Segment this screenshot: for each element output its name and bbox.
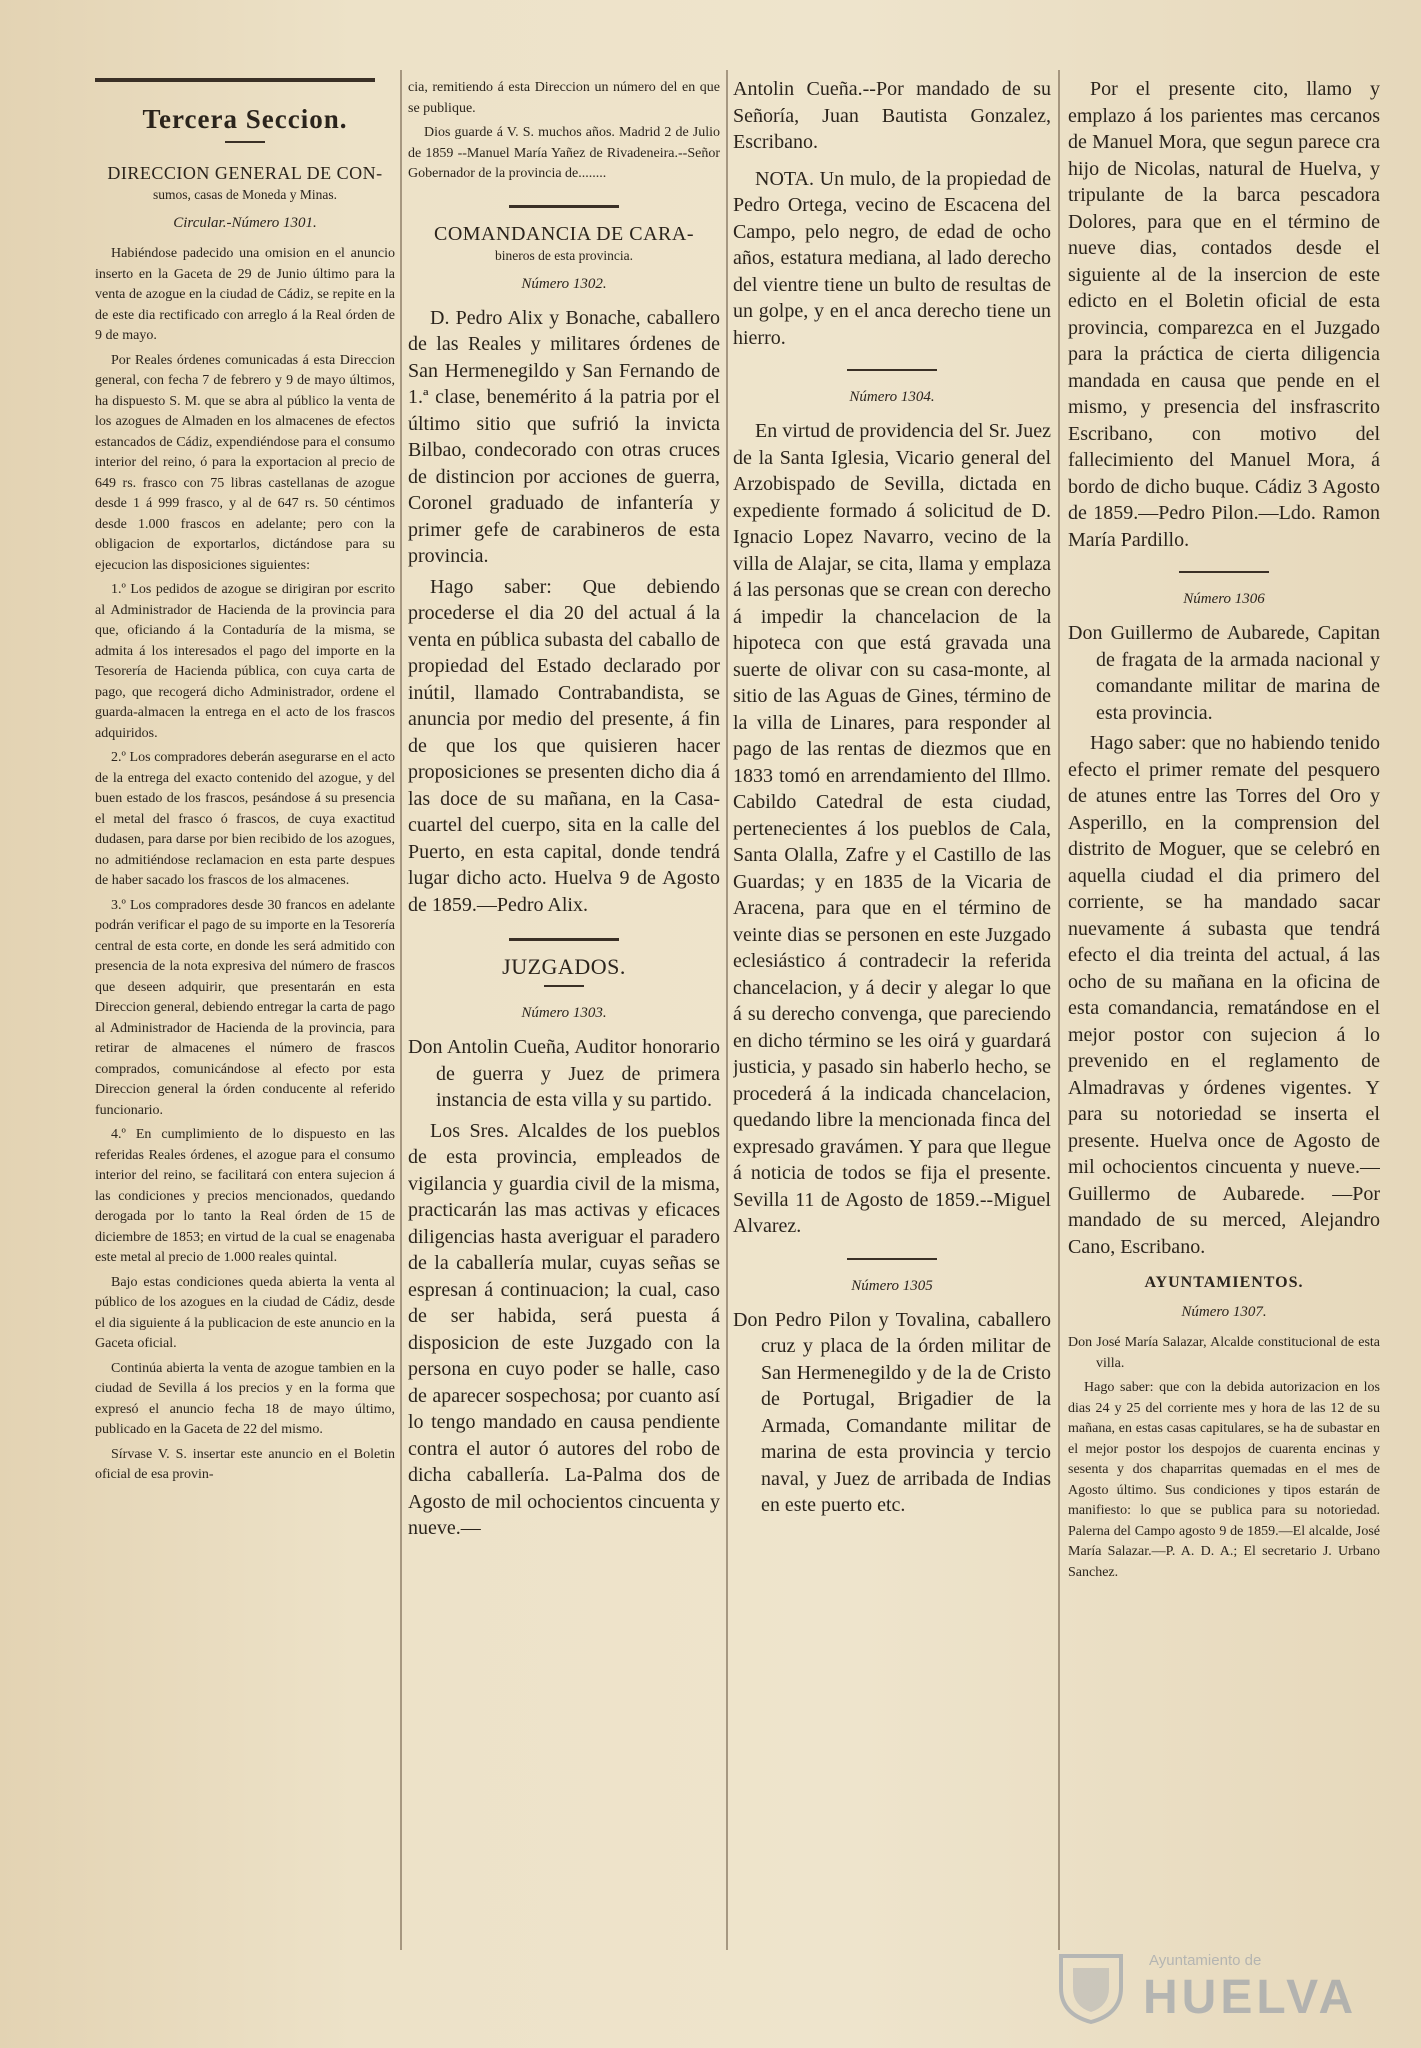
paragraph: Continúa abierta la venta de azogue tambien en la ciudad de Sevilla á los precios y en la forma que expresó el anuncio fecha 18 de mayo último, publicado en la Gaceta de 22 del mismo. bbox=[95, 1360, 395, 1437]
notice-number: Número 1303. bbox=[521, 1005, 607, 1021]
column-divider bbox=[400, 70, 402, 1950]
divider bbox=[847, 369, 937, 371]
heading-direccion: DIRECCION GENERAL DE CON- bbox=[107, 163, 383, 183]
paragraph: Don Pedro Pilon y Tovalina, caballero cruz y placa de la órden militar de San Hermenegildo y de la de Cristo de Portugal, Brigadier de la Armada, Comandante militar de marina de esta provincia y tercio naval, y Juez de arribada de Indias en este puerto etc. bbox=[733, 1308, 1051, 1516]
heading-direccion-sub: sumos, casas de Moneda y Minas. bbox=[152, 187, 338, 202]
paragraph: 2.º Los compradores deberán asegurarse en el acto de la entrega del exacto contenido del azogue, y del buen estado de los frascos, pesándose á su presencia el metal del frasco ó frascos, de cuya exactitud dudasen, para darse por bien recibido de los azogues, no admitiéndose reclamacion en esta parte despues de haber sacado los frascos de los almacenes. bbox=[95, 750, 395, 888]
paragraph: Dios guarde á V. S. muchos años. Madrid 2 de Julio de 1859 --Manuel María Yañez de Rivadeneira.--Señor Gobernador de la provincia de........ bbox=[408, 125, 720, 181]
paragraph: Antolin Cueña.--Por mandado de su Señoría, Juan Bautista Gonzalez, Escribano. bbox=[733, 78, 1051, 153]
paragraph: Don José María Salazar, Alcalde constitucional de esta villa. bbox=[1068, 1335, 1380, 1371]
heading-ayuntamientos: AYUNTAMIENTOS. bbox=[1144, 1274, 1304, 1291]
paragraph: Hago saber: que no habiendo tenido efecto el primer remate del pesquero de atunes entre las Torres del Oro y Asperillo, en la comprension del distrito de Moguer, que se celebró en aquella ciudad el dia primero del corriente, se ha mandado sacar nuevamente á subasta que tendrá efecto el dia treinta del actual, á las ocho de su mañana en la oficina de esta comandancia, rematándose en el mejor postor con sujecion á lo prevenido en el reglamento de Almadravas y órdenes vigentes. Y para su notoriedad se inserta el presente. Huelva once de Agosto de mil ochocientos cincuenta y nueve.—Guillermo de Aubarede. —Por mandado de su merced, Alejandro Cano, Escribano. bbox=[1068, 732, 1380, 1258]
divider bbox=[1179, 571, 1269, 573]
divider bbox=[225, 141, 265, 143]
paragraph: Por Reales órdenes comunicadas á esta Direccion general, con fecha 7 de febrero y 9 de mayo últimos, ha dispuesto S. M. que se abra al público la venta de los azogues de Almaden en los almacenes de efectos estancados de Cádiz, expendiéndose para el consumo interior del reino, ó para la exportacion al precio de 649 rs. frasco con 75 libras castellanas de azogue desde 1 á 999 frasco, y al de 647 rs. 50 céntimos desde 1.000 frascos en adelante; pero con la obligacion de exportarlos, dictándose para su ejecucion las disposiciones siguientes: bbox=[95, 352, 395, 573]
paragraph: Los Sres. Alcaldes de los pueblos de esta provincia, empleados de vigilancia y guardia civil de la misma, practicarán las mas activas y eficaces diligencias hasta averiguar el paradero de la caballería mular, cuyas señas se espresan á continuacion; la cual, caso de ser habida, será puesta á disposicion de este Juzgado con la persona en cuyo poder se halle, caso de aparecer sospechosa; por cuanto así lo tengo mandado en causa pendiente contra el autor ó autores del robo de dicha caballería. La-Palma dos de Agosto de mil ochocientos cincuenta y nueve.— bbox=[408, 1119, 720, 1539]
paragraph: Habiéndose padecido una omision en el anuncio inserto en la Gaceta de 29 de Junio último para la venta de azogue en la ciudad de Cádiz, se repite en la de este dia rectificado con arreglo á la Real órden de 9 de mayo. bbox=[95, 246, 395, 343]
column-2 bbox=[408, 78, 720, 1938]
notice-number: Número 1305 bbox=[851, 1277, 933, 1294]
paragraph: En virtud de providencia del Sr. Juez de la Santa Iglesia, Vicario general del Arzobispado de Sevilla, dictada en expediente formado á solicitud de D. Ignacio Lopez Navarro, vecino de la villa de Alajar, se cita, llama y emplaza á las personas que se crean con derecho á impedir la chancelacion de la hipoteca con que está gravada una suerte de olivar con su casa-monte, al sitio de las Aguas de Gines, término de la villa de Linares, para responder al pago de las rentas de diezmos que en 1833 tomó en arrendamiento del Illmo. Cabildo Catedral de esta ciudad, pertenecientes á los pueblos de Cala, Santa Olalla, Zafre y el Castillo de las Guardas; y en 1835 de la Vicaria de Aracena, para que en el término de veinte dias se personen en este Juzgado eclesiástico á contradecir la referida chancelacion, y á decir y alegar lo que á su derecho convenga, que pareciendo en dicho término se les oirá y guardará justicia, y pasado sin haberlo hecho, se procederá á la indicada chancelacion, quedando libre la mencionada finca del expresado gravámen. Y para que llegue á noticia de todos se fija el presente. Sevilla 11 de Agosto de 1859.--Miguel Alvarez. bbox=[733, 420, 1051, 1237]
column-4 bbox=[1068, 78, 1380, 1938]
notice-number: Número 1306 bbox=[1183, 591, 1265, 607]
paragraph: Hago saber: que con la debida autorizacion en los dias 24 y 25 del corriente mes y hora de las 12 de su mañana, en estas casas capitulares, se ha de subastar en el mejor postor los despojos de cuarenta encinas y sesenta y dos chaparritas quemadas en el mes de Agosto último. Sus condiciones y tipos estarán de manifiesto: lo que se publica para su notoriedad. Palerna del Campo agosto 9 de 1859.—El alcalde, José María Salazar.—P. A. D. A.; El secretario J. Urbano Sanchez. bbox=[1068, 1380, 1380, 1580]
notice-number: Número 1307. bbox=[1181, 1304, 1267, 1320]
divider bbox=[544, 985, 584, 987]
heading-comandancia: COMANDANCIA DE CARA- bbox=[433, 222, 694, 245]
paragraph: Don Guillermo de Aubarede, Capitan de fragata de la armada nacional y comandante militar de marina de esta provincia. bbox=[1068, 622, 1380, 724]
column-divider bbox=[1058, 70, 1060, 1950]
column-1 bbox=[95, 78, 395, 1938]
paragraph: 3.º Los compradores desde 30 francos en adelante podrán verificar el pago de su importe en la Tesorería central de esta corte, en donde les será admitido con presencia de la nota expresiva del número de frascos que deseen adquirir, que presentarán en esta Direccion general, debiendo entregar la carta de pago al Administrador de Hacienda de la provincia, para retirar de almacenes el número de frascos comprados, comunicándose al efecto por esta Direccion general la órden conducente al referido funcionario. bbox=[95, 897, 395, 1118]
divider bbox=[847, 1258, 937, 1260]
notice-number: Número 1302. bbox=[521, 275, 607, 292]
paragraph: Por el presente cito, llamo y emplazo á los parientes mas cercanos de Manuel Mora, que segun parece cra hijo de Nicolas, natural de Huelva, y tripulante de la barca pescadora Dolores, para que en el término de nueve dias, contados desde el siguiente al de la insercion de este edicto en el Boletin oficial de esta provincia, comparezca en el Juzgado para la práctica de cierta diligencia mandada en causa que pende en el mismo, y presencia del insfrascrito Escribano, con motivo del fallecimiento del Manuel Mora, á bordo de dicho buque. Cádiz 3 Agosto de 1859.—Pedro Pilon.—Ldo. Ramon María Pardillo. bbox=[1068, 78, 1380, 551]
heading-juzgados: JUZGADOS. bbox=[502, 954, 626, 979]
top-rule bbox=[95, 78, 375, 82]
heading-comandancia-sub: bineros de esta provincia. bbox=[495, 247, 633, 263]
paragraph: Hago saber: Que debiendo procederse el dia 20 del actual á la venta en pública subasta del caballo de propiedad del Estado declarado por inútil, llamado Contrabandista, se anuncia por medio del presente, á fin de que los que quisieren hacer proposiciones se presenten dicho dia á las doce de su mañana, en la Casa-cuartel del cuerpo, sita en la calle del Puerto, en esta capital, donde tendrá lugar dicho acto. Huelva 9 de Agosto de 1859.—Pedro Alix. bbox=[408, 575, 720, 916]
paragraph: D. Pedro Alix y Bonache, caballero de las Reales y militares órdenes de San Hermenegildo y San Fernando de 1.ª clase, benemérito á la patria por el último sitio que sufrió la invicta Bilbao, condecorado con otras cruces de distincion por acciones de guerra, Coronel graduado de infantería y primer gefe de carabineros de esta provincia. bbox=[408, 306, 720, 567]
paragraph: cia, remitiendo á esta Direccion un número del en que se publique. bbox=[408, 80, 720, 116]
column-divider bbox=[726, 70, 728, 1950]
paragraph: 4.º En cumplimiento de lo dispuesto en las referidas Reales órdenes, el azogue para el consumo interior del reino, se facilitará con entera sujecion á las condiciones y precios mencionados, quedando derogada por lo tanto la Real órden de 15 de diciembre de 1853; en virtud de la cual se enagenaba este metal al precio de 1.000 reales quintal. bbox=[95, 1127, 395, 1265]
watermark-line2: HUELVA bbox=[1143, 1971, 1358, 2024]
paragraph: 1.º Los pedidos de azogue se dirigiran por escrito al Administrador de Hacienda de la provincia para que, oficiando á la Contaduría de la misma, se admita á los interesados el pago del importe en la Tesorería de Hacienda pública, con cuya carta de pago, que recogerá dicho Administrador, ordene el guarda-almacen la entrega en el acto de los frascos adquiridos. bbox=[95, 582, 395, 741]
section-title: Tercera Seccion. bbox=[142, 104, 348, 134]
column-3 bbox=[733, 78, 1051, 1938]
paragraph: NOTA. Un mulo, de la propiedad de Pedro Ortega, vecino de Escacena del Campo, pelo negro, de edad de ocho años, estatura mediana, al lado derecho del vientre tiene un bulto de resultas de un golpe, y en el anca derecho tiene un hierro. bbox=[733, 167, 1051, 349]
archive-watermark bbox=[1031, 1946, 1358, 2026]
divider bbox=[509, 205, 619, 208]
circular-number: Circular.-Número 1301. bbox=[173, 215, 317, 231]
watermark-line1: Ayuntamiento de bbox=[1149, 1952, 1262, 1969]
crest-icon bbox=[1051, 1948, 1131, 2024]
paragraph: Don Antolin Cueña, Auditor honorario de guerra y Juez de primera instancia de esta villa y su partido. bbox=[408, 1036, 720, 1111]
divider bbox=[509, 938, 619, 941]
paragraph: Bajo estas condiciones queda abierta la venta al público de los azogues en la ciudad de Cádiz, desde el dia siguiente á la publicacion de este anuncio en la Gaceta oficial. bbox=[95, 1274, 395, 1351]
paragraph: Sírvase V. S. insertar este anuncio en el Boletin oficial de esa provin- bbox=[95, 1446, 395, 1482]
notice-number: Número 1304. bbox=[849, 389, 935, 405]
